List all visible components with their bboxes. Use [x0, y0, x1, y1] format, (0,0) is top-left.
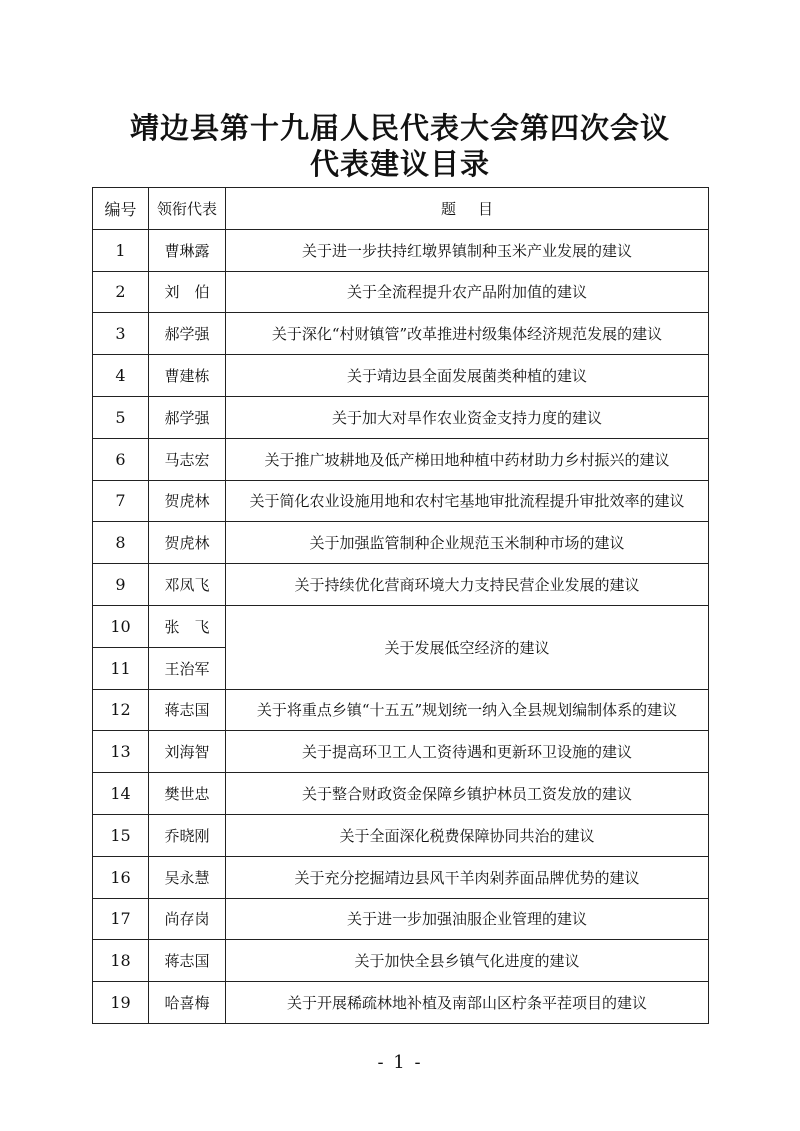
row-number: 18 — [93, 940, 149, 982]
table-row — [93, 982, 709, 1024]
row-number: 1 — [93, 229, 149, 271]
row-representative: 哈喜梅 — [149, 982, 226, 1024]
row-topic: 关于全流程提升农产品附加值的建议 — [226, 271, 709, 313]
row-representative: 曹琳露 — [149, 229, 226, 271]
table-header-row — [93, 188, 709, 230]
row-number: 3 — [93, 313, 149, 355]
row-topic: 关于开展稀疏林地补植及南部山区柠条平茬项目的建议 — [226, 982, 709, 1024]
row-representative: 乔晓刚 — [149, 814, 226, 856]
row-topic: 关于持续优化营商环境大力支持民营企业发展的建议 — [226, 564, 709, 606]
row-number: 2 — [93, 271, 149, 313]
row-representative: 曹建栋 — [149, 355, 226, 397]
row-representative: 贺虎林 — [149, 480, 226, 522]
row-number: 17 — [93, 898, 149, 940]
row-topic: 关于加大对旱作农业资金支持力度的建议 — [226, 396, 709, 438]
row-topic: 关于提高环卫工人工资待遇和更新环卫设施的建议 — [226, 731, 709, 773]
row-number: 15 — [93, 814, 149, 856]
table-row — [93, 898, 709, 940]
row-topic: 关于进一步加强油服企业管理的建议 — [226, 898, 709, 940]
row-number: 9 — [93, 564, 149, 606]
page-number: - 1 - — [377, 1052, 423, 1073]
header-topic: 题目 — [226, 188, 709, 230]
row-number: 8 — [93, 522, 149, 564]
row-representative: 马志宏 — [149, 438, 226, 480]
table-row — [93, 689, 709, 731]
row-representative: 张 飞 — [149, 605, 226, 647]
row-number: 6 — [93, 438, 149, 480]
row-representative: 郝学强 — [149, 396, 226, 438]
row-topic: 关于将重点乡镇“十五五”规划统一纳入全县规划编制体系的建议 — [226, 689, 709, 731]
row-topic: 关于推广坡耕地及低产梯田地种植中药材助力乡村振兴的建议 — [226, 438, 709, 480]
header-representative: 领衔代表 — [149, 188, 226, 230]
row-topic: 关于加快全县乡镇气化进度的建议 — [226, 940, 709, 982]
table-row — [93, 814, 709, 856]
row-number: 14 — [93, 773, 149, 815]
table-row — [93, 940, 709, 982]
row-representative: 樊世忠 — [149, 773, 226, 815]
table-row — [93, 856, 709, 898]
row-topic: 关于充分挖掘靖边县风干羊肉剁荞面品牌优势的建议 — [226, 856, 709, 898]
row-number: 16 — [93, 856, 149, 898]
table-row — [93, 605, 709, 647]
table-row — [93, 271, 709, 313]
row-number: 7 — [93, 480, 149, 522]
row-representative: 郝学强 — [149, 313, 226, 355]
row-representative: 吴永慧 — [149, 856, 226, 898]
table-row — [93, 396, 709, 438]
row-representative: 蒋志国 — [149, 940, 226, 982]
proposal-table — [92, 187, 709, 1024]
row-topic: 关于全面深化税费保障协同共治的建议 — [226, 814, 709, 856]
document-title-line1: 靖边县第十九届人民代表大会第四次会议 — [129, 111, 670, 145]
table-row — [93, 313, 709, 355]
row-topic: 关于简化农业设施用地和农村宅基地审批流程提升审批效率的建议 — [226, 480, 709, 522]
header-number: 编号 — [93, 188, 149, 230]
row-number: 4 — [93, 355, 149, 397]
row-representative: 邓凤飞 — [149, 564, 226, 606]
row-number: 5 — [93, 396, 149, 438]
table-row — [93, 438, 709, 480]
row-number: 12 — [93, 689, 149, 731]
table-row — [93, 229, 709, 271]
row-topic: 关于靖边县全面发展菌类种植的建议 — [226, 355, 709, 397]
row-representative: 刘海智 — [149, 731, 226, 773]
row-topic: 关于加强监管制种企业规范玉米制种市场的建议 — [226, 522, 709, 564]
row-number: 13 — [93, 731, 149, 773]
table-row — [93, 355, 709, 397]
row-topic: 关于发展低空经济的建议 — [226, 605, 709, 689]
row-representative: 王治军 — [149, 647, 226, 689]
row-number: 11 — [93, 647, 149, 689]
row-representative: 贺虎林 — [149, 522, 226, 564]
document-title-line2: 代表建议目录 — [309, 147, 490, 181]
row-topic: 关于深化“村财镇管”改革推进村级集体经济规范发展的建议 — [226, 313, 709, 355]
row-representative: 蒋志国 — [149, 689, 226, 731]
table-row — [93, 773, 709, 815]
row-representative: 尚存岗 — [149, 898, 226, 940]
table-row — [93, 564, 709, 606]
table-row — [93, 522, 709, 564]
row-number: 19 — [93, 982, 149, 1024]
table-row — [93, 731, 709, 773]
row-topic: 关于进一步扶持红墩界镇制种玉米产业发展的建议 — [226, 229, 709, 271]
row-number: 10 — [93, 605, 149, 647]
row-topic: 关于整合财政资金保障乡镇护林员工资发放的建议 — [226, 773, 709, 815]
row-representative: 刘 伯 — [149, 271, 226, 313]
table-row — [93, 480, 709, 522]
